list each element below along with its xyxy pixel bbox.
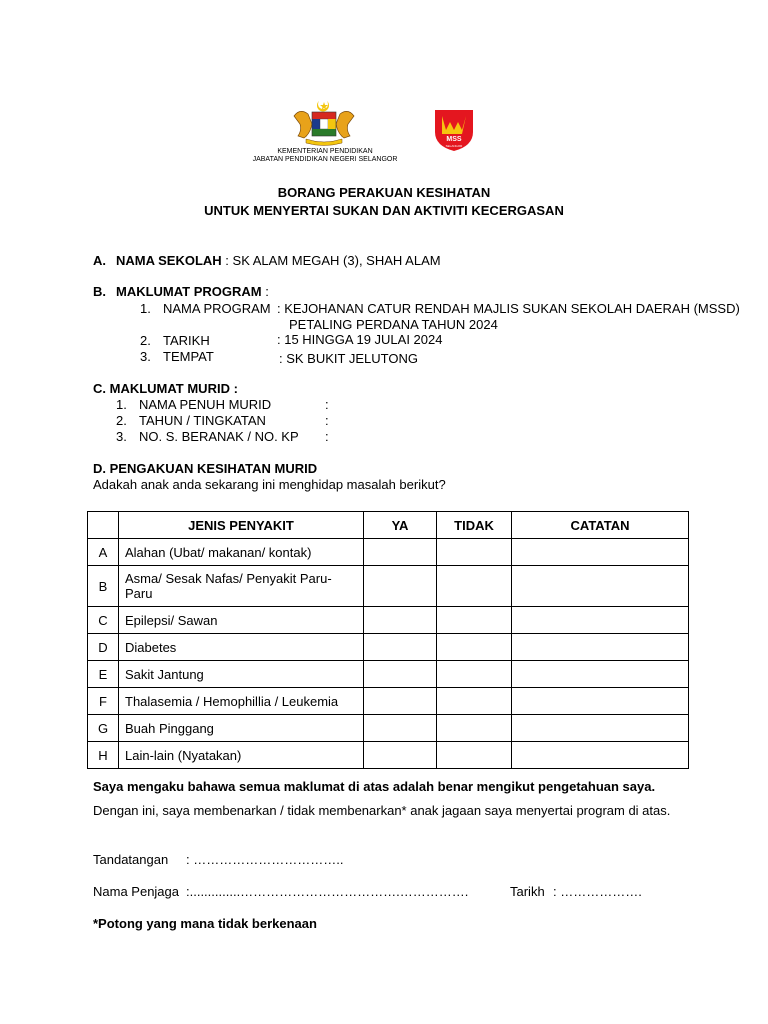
row-notes-cell[interactable] bbox=[512, 607, 689, 634]
row-yes-cell[interactable] bbox=[364, 688, 437, 715]
table-row bbox=[88, 688, 689, 715]
header-no: TIDAK bbox=[437, 512, 512, 539]
guardian-name-field[interactable]: :..............……………………………….……………. bbox=[186, 884, 469, 899]
row-code: H bbox=[88, 742, 119, 769]
table-row bbox=[88, 742, 689, 769]
section-b-title bbox=[116, 284, 269, 299]
section-d-title: D. PENGAKUAN KESIHATAN MURID bbox=[93, 461, 318, 476]
school-name-value: : SK ALAM MEGAH (3), SHAH ALAM bbox=[221, 253, 441, 268]
row-code: B bbox=[88, 566, 119, 607]
malaysia-coat-of-arms-logo bbox=[286, 98, 362, 146]
mss-shield-icon bbox=[433, 108, 475, 152]
row-notes-cell[interactable] bbox=[512, 715, 689, 742]
row-yes-cell[interactable] bbox=[364, 742, 437, 769]
coat-of-arms-icon bbox=[286, 98, 362, 146]
row-code: G bbox=[88, 715, 119, 742]
student-item-num-1: 1. bbox=[116, 397, 127, 412]
declaration-statement: Saya mengaku bahawa semua maklumat di atas adalah benar mengikut pengetahuan saya. bbox=[93, 779, 656, 794]
program-info-label: MAKLUMAT PROGRAM bbox=[116, 284, 262, 299]
row-code: A bbox=[88, 539, 119, 566]
table-row bbox=[88, 715, 689, 742]
student-item-num-3: 3. bbox=[116, 429, 127, 444]
row-notes-cell[interactable] bbox=[512, 661, 689, 688]
student-year-colon: : bbox=[325, 413, 329, 428]
table-row bbox=[88, 539, 689, 566]
program-item-label-1: NAMA PROGRAM bbox=[163, 301, 271, 316]
row-disease-name: Sakit Jantung bbox=[119, 661, 364, 688]
table-row bbox=[88, 607, 689, 634]
row-yes-cell[interactable] bbox=[364, 607, 437, 634]
form-title-line2: UNTUK MENYERTAI SUKAN DAN AKTIVITI KECERGASAN bbox=[204, 203, 564, 218]
student-id-colon: : bbox=[325, 429, 329, 444]
section-a-marker: A. bbox=[93, 253, 106, 268]
row-no-cell[interactable] bbox=[437, 715, 512, 742]
program-item-label-3: TEMPAT bbox=[163, 349, 214, 364]
row-code: F bbox=[88, 688, 119, 715]
header-yes: YA bbox=[364, 512, 437, 539]
ministry-name-line1: KEMENTERIAN PENDIDIKAN bbox=[277, 148, 373, 155]
row-notes-cell[interactable] bbox=[512, 539, 689, 566]
student-fullname-colon: : bbox=[325, 397, 329, 412]
row-disease-name: Buah Pinggang bbox=[119, 715, 364, 742]
row-no-cell[interactable] bbox=[437, 634, 512, 661]
header-code bbox=[88, 512, 119, 539]
program-item-num-2: 2. bbox=[140, 333, 151, 348]
row-disease-name: Diabetes bbox=[119, 634, 364, 661]
row-code: D bbox=[88, 634, 119, 661]
row-code: E bbox=[88, 661, 119, 688]
row-no-cell[interactable] bbox=[437, 688, 512, 715]
program-name-value: : KEJOHANAN CATUR RENDAH MAJLIS SUKAN SEKOLAH DAERAH (MSSD) bbox=[277, 301, 740, 316]
row-disease-name: Epilepsi/ Sawan bbox=[119, 607, 364, 634]
program-name-value-line2: PETALING PERDANA TAHUN 2024 bbox=[289, 317, 498, 332]
row-code: C bbox=[88, 607, 119, 634]
section-a-line bbox=[116, 253, 441, 268]
signature-label: Tandatangan bbox=[93, 852, 169, 867]
mss-selangor-logo bbox=[433, 108, 475, 152]
row-notes-cell[interactable] bbox=[512, 566, 689, 607]
table-row bbox=[88, 634, 689, 661]
consent-statement: Dengan ini, saya membenarkan / tidak membenarkan* anak jagaan saya menyertai program di atas. bbox=[93, 803, 671, 818]
row-notes-cell[interactable] bbox=[512, 688, 689, 715]
student-item-num-2: 2. bbox=[116, 413, 127, 428]
header-disease-type: JENIS PENYAKIT bbox=[119, 512, 364, 539]
row-disease-name: Thalasemia / Hemophillia / Leukemia bbox=[119, 688, 364, 715]
row-yes-cell[interactable] bbox=[364, 539, 437, 566]
program-item-num-1: 1. bbox=[140, 301, 151, 316]
program-info-colon: : bbox=[261, 284, 269, 299]
program-date-value: : 15 HINGGA 19 JULAI 2024 bbox=[277, 332, 443, 347]
signature-field[interactable]: : …………………………….. bbox=[186, 852, 344, 867]
guardian-name-label: Nama Penjaga bbox=[93, 884, 179, 899]
section-b-marker: B. bbox=[93, 284, 106, 299]
svg-text:SELANGOR: SELANGOR bbox=[445, 144, 463, 148]
student-fullname-label: NAMA PENUH MURID bbox=[139, 397, 272, 412]
row-no-cell[interactable] bbox=[437, 539, 512, 566]
ministry-name-line2: JABATAN PENDIDIKAN NEGERI SELANGOR bbox=[252, 156, 398, 163]
row-yes-cell[interactable] bbox=[364, 661, 437, 688]
footnote: *Potong yang mana tidak berkenaan bbox=[93, 916, 317, 931]
row-disease-name: Lain-lain (Nyatakan) bbox=[119, 742, 364, 769]
row-yes-cell[interactable] bbox=[364, 566, 437, 607]
row-notes-cell[interactable] bbox=[512, 742, 689, 769]
form-title-line1: BORANG PERAKUAN KESIHATAN bbox=[277, 185, 491, 200]
row-disease-name: Alahan (Ubat/ makanan/ kontak) bbox=[119, 539, 364, 566]
row-no-cell[interactable] bbox=[437, 742, 512, 769]
table-header-row bbox=[88, 512, 689, 539]
row-yes-cell[interactable] bbox=[364, 715, 437, 742]
row-disease-name: Asma/ Sesak Nafas/ Penyakit Paru-Paru bbox=[119, 566, 364, 607]
health-question: Adakah anak anda sekarang ini menghidap masalah berikut? bbox=[93, 477, 446, 492]
row-notes-cell[interactable] bbox=[512, 634, 689, 661]
program-item-label-2: TARIKH bbox=[163, 333, 210, 348]
row-no-cell[interactable] bbox=[437, 661, 512, 688]
section-c-title: C. MAKLUMAT MURID : bbox=[93, 381, 238, 396]
student-year-label: TAHUN / TINGKATAN bbox=[139, 413, 266, 428]
row-no-cell[interactable] bbox=[437, 607, 512, 634]
health-declaration-table bbox=[87, 511, 689, 769]
header-notes: CATATAN bbox=[512, 512, 689, 539]
svg-text:MSS: MSS bbox=[446, 136, 462, 143]
row-yes-cell[interactable] bbox=[364, 634, 437, 661]
table-row bbox=[88, 566, 689, 607]
table-row bbox=[88, 661, 689, 688]
student-id-label: NO. S. BERANAK / NO. KP bbox=[139, 429, 299, 444]
program-item-num-3: 3. bbox=[140, 349, 151, 364]
school-name-label: NAMA SEKOLAH bbox=[116, 253, 222, 268]
date-field[interactable]: : ………………. bbox=[553, 884, 642, 899]
row-no-cell[interactable] bbox=[437, 566, 512, 607]
program-venue-value: : SK BUKIT JELUTONG bbox=[279, 351, 418, 366]
date-label: Tarikh bbox=[510, 884, 545, 899]
